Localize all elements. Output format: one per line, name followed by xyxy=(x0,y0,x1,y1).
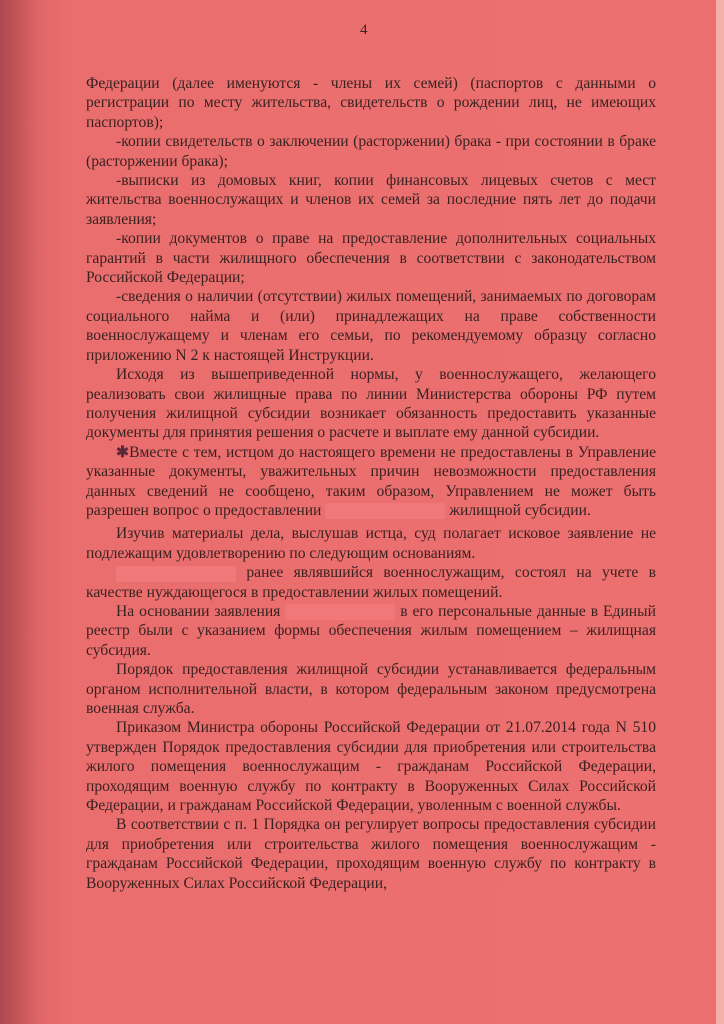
redacted-name xyxy=(116,566,236,582)
paragraph: -выписки из домовых книг, копии финансовых лицевых счетов с мест жительства военнослужащих и членов их семей за последние пять лет до подачи заявления; xyxy=(86,172,656,228)
redacted-name xyxy=(285,604,395,620)
paragraph-text: Вместе с тем, истцом до настоящего времени не предоставлены в Управление указанные документы, уважительных причин невозможности предоставления данных сведений не сообщено, таким образом, Управлением не может быть разрешен вопрос о предоставлении xyxy=(86,443,656,519)
paragraph xyxy=(86,602,656,660)
paragraph-text: ранее являвшийся военнослужащим, состоял на учете в качестве нуждающегося в предоставлении жилых помещений. xyxy=(86,564,656,601)
paragraph: -копии документов о праве на предоставление дополнительных социальных гарантий в части жилищного обеспечения в соответствии с законодательством Российской Федерации; xyxy=(86,230,656,287)
paragraph: Исходя из вышеприведенной нормы, у военнослужащего, желающего реализовать свои жилищные права по линии Министерства обороны РФ путем получения жилищной субсидии возникает обязанность предоставить указанные документы для принятия решения о расчете и выплате ему данной субсидии. xyxy=(86,366,656,442)
page-right-edge xyxy=(716,0,724,1024)
paragraph-text-tail: в его персональные данные в Единый реестр были с указанием формы обеспечения жилым помещением – жилищная субсидия. xyxy=(86,602,656,659)
paragraph-text: На основании заявления xyxy=(116,602,281,620)
paragraph xyxy=(86,443,656,521)
paragraph-text-tail: жилищной субсидии. xyxy=(449,501,591,519)
page-edge-shadow xyxy=(0,0,40,1024)
page-number: 4 xyxy=(360,22,368,38)
paragraph xyxy=(86,563,656,602)
redacted-name xyxy=(325,503,445,519)
handwritten-asterisk-mark: ✱ xyxy=(116,443,130,461)
paragraph: Федерации (далее именуются - члены их семей) (паспортов с данными о регистрации по месту жительства, свидетельств о рождении лиц, не имеющих паспортов); xyxy=(86,75,656,131)
paragraph: -сведения о наличии (отсутствии) жилых помещений, занимаемых по договорам социального найма и (или) принадлежащих на праве собственности военнослужащему и членам его семьи, по рекомендуемому образцу согласно приложению N 2 к настоящей Инструкции. xyxy=(86,288,656,364)
document-body xyxy=(86,74,656,893)
paragraph: Приказом Министра обороны Российской Федерации от 21.07.2014 года N 510 утвержден Порядок предоставления субсидии для приобретения или строительства жилого помещения военнослужащим - гражданам Российской Федерации, проходящим военную службу по контракту в Вооруженных Силах Российской Федерации, и гражданам Российской Федерации, уволенным с военной службы. xyxy=(86,719,656,815)
paragraph: Изучив материалы дела, выслушав истца, суд полагает исковое заявление не подлежащим удовлетворению по следующим основаниям. xyxy=(86,525,656,562)
paragraph: В соответствии с п. 1 Порядка он регулирует вопросы предоставления субсидии для приобретения или строительства жилого помещения военнослужащим - гражданам Российской Федерации, проходящим военную службу по контракту в Вооруженных Силах Российской Федерации, xyxy=(86,816,656,892)
paragraph: Порядок предоставления жилищной субсидии устанавливается федеральным органом исполнительной власти, в котором федеральным законом предусмотрена военная служба. xyxy=(86,661,656,717)
paragraph: -копии свидетельств о заключении (расторжении) брака - при состоянии в браке (расторжении брака); xyxy=(86,133,656,170)
